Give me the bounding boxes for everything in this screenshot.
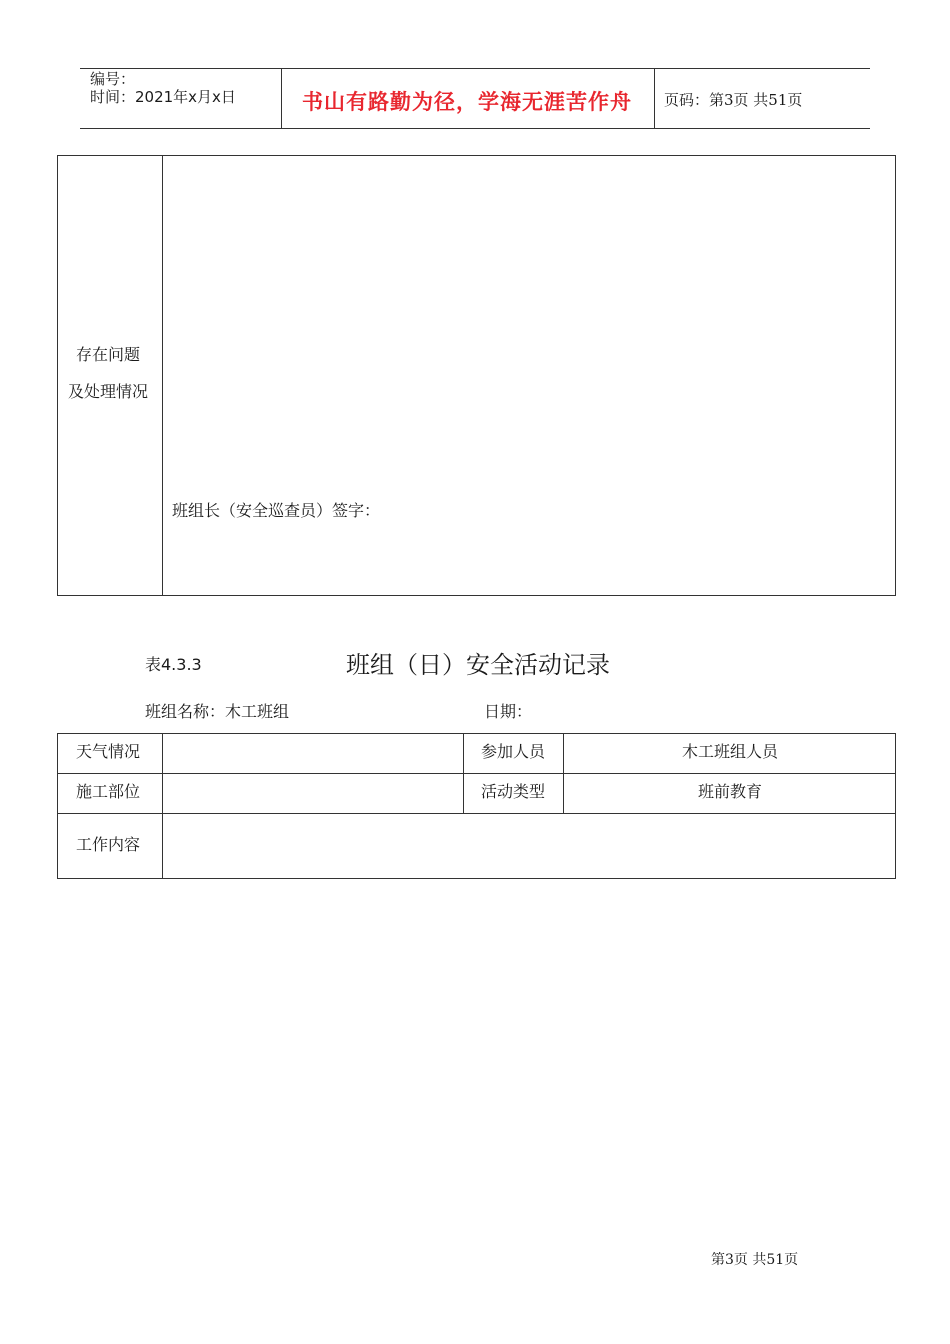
header-time-label: 时间：2021年x月x日 <box>90 88 236 106</box>
participants-value: 木工班组人员 <box>681 742 778 761</box>
participants-label: 参加人员 <box>481 742 546 761</box>
weather-label: 天气情况 <box>76 742 141 761</box>
record-title: 班组（日）安全活动记录 <box>346 651 610 679</box>
activity-col-rule-2 <box>463 733 464 813</box>
activity-type-value: 班前教育 <box>697 782 762 801</box>
location-label: 施工部位 <box>76 782 141 801</box>
work-content-label: 工作内容 <box>76 835 141 854</box>
issues-label-line1: 存在问题 <box>76 345 141 364</box>
issues-label-line2: 及处理情况 <box>68 382 149 401</box>
team-name-label: 班组名称：木工班组 <box>145 702 290 721</box>
activity-type-label: 活动类型 <box>481 782 546 801</box>
activity-col-rule-1 <box>162 733 163 879</box>
header-divider-left <box>281 69 282 129</box>
header-top-rule <box>80 68 870 69</box>
date-label: 日期： <box>484 702 533 721</box>
issues-table-divider <box>162 155 163 596</box>
footer-page-number: 第3页 共51页 <box>711 1252 799 1268</box>
header-page-info: 页码：第3页 共51页 <box>664 91 803 109</box>
header-bottom-rule <box>80 128 870 129</box>
header-divider-right <box>654 69 655 129</box>
header-motto: 书山有路勤为径，学海无涯苦作舟 <box>302 90 632 114</box>
activity-row-rule-2 <box>57 813 896 814</box>
signature-label: 班组长（安全巡查员）签字： <box>172 501 381 520</box>
issues-table <box>57 155 896 596</box>
activity-row-rule-1 <box>57 773 896 774</box>
table-number: 表4.3.3 <box>145 655 202 674</box>
header-number-label: 编号： <box>90 70 136 88</box>
